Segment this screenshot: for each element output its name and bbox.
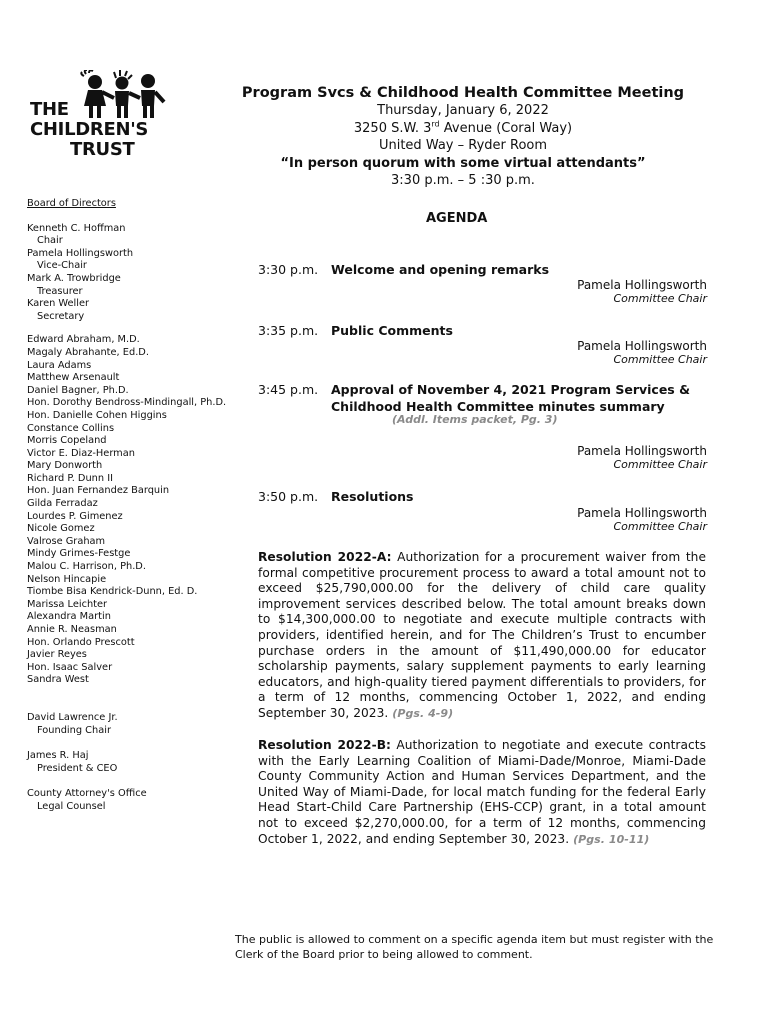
- agenda-item-title: Resolutions: [331, 489, 414, 504]
- board-member-name: Hon. Orlando Prescott: [27, 636, 135, 648]
- agenda-item-time: 3:30 p.m.: [258, 262, 319, 277]
- officer-name: Karen Weller: [27, 298, 90, 310]
- board-heading: Board of Directors: [27, 198, 116, 209]
- board-member-name: Laura Adams: [27, 359, 92, 371]
- resolution-2022-a: Resolution 2022-A: Authorization for a procurement waiver from the formal competitive procurement process to award a total amount not to exceed $25,790,000.00 for the delivery of child care quality improvement services described below. The total amount breaks down to $14,300,000.00 to negotiate and execute multiple contracts with providers, identified herein, and for The Children’s Trust to encumber purchase orders in the amount of $11,490,000.00 for educator scholarship payments, salary supplement payments to early learning educators, and high-quality tiered payment differentials to providers, for a term of 12 months, commencing October 1, 2022, and ending September 30, 2023. (Pgs. 4-9): [258, 550, 706, 720]
- board-of-directors-sidebar: [27, 198, 242, 814]
- board-member-name: Marissa Leichter: [27, 598, 108, 610]
- agenda-item-title: Welcome and opening remarks: [331, 262, 550, 277]
- agenda-item-title: Public Comments: [331, 323, 453, 338]
- public-comment-footer-note: The public is allowed to comment on a specific agenda item but must register with the Clerk of the Board prior to being allowed to comment.: [235, 933, 714, 961]
- officer-role: Secretary: [37, 310, 85, 322]
- meeting-header: [228, 84, 698, 190]
- board-member-name: Mindy Grimes-Festge: [27, 548, 131, 560]
- board-member-name: Tiombe Bisa Kendrick-Dunn, Ed. D.: [27, 586, 198, 598]
- children-figures-icon: [80, 70, 170, 120]
- agenda-item-time: 3:50 p.m.: [258, 489, 319, 504]
- agenda-item-time: 3:45 p.m.: [258, 382, 319, 397]
- board-member-name: Malou C. Harrison, Ph.D.: [27, 561, 146, 573]
- board-member-name: Morris Copeland: [27, 435, 107, 447]
- president-name: James R. Haj: [27, 750, 89, 762]
- meeting-quorum-note: “In person quorum with some virtual attendants”: [280, 155, 646, 171]
- board-member-name: Nicole Gomez: [27, 523, 95, 535]
- agenda-item-time: 3:35 p.m.: [258, 323, 319, 338]
- meeting-time: 3:30 p.m. – 5 :30 p.m.: [391, 173, 535, 188]
- board-member-name: Nelson Hincapie: [27, 573, 107, 585]
- board-member-name: Magaly Abrahante, Ed.D.: [27, 346, 149, 358]
- board-members-list: [27, 334, 242, 687]
- board-member-name: Sandra West: [27, 674, 89, 686]
- childrens-trust-logo: [30, 70, 180, 165]
- agenda-item-presenter: Pamela Hollingsworth Committee Chair: [577, 506, 707, 533]
- board-member-name: Alexandra Martin: [27, 611, 111, 623]
- board-member-name: Hon. Dorothy Bendross-Mindingall, Ph.D.: [27, 397, 227, 409]
- founder-role: Founding Chair: [37, 724, 111, 736]
- meeting-title: Program Svcs & Childhood Health Committee Meeting: [241, 85, 685, 101]
- board-member-name: Mary Donworth: [27, 460, 103, 472]
- board-member-name: Richard P. Dunn II: [27, 472, 113, 484]
- agenda-item-presenter: Pamela Hollingsworth Committee Chair: [577, 278, 707, 305]
- board-member-name: Lourdes P. Gimenez: [27, 510, 123, 522]
- officer-role: Chair: [37, 235, 63, 247]
- officer-role: Vice-Chair: [37, 260, 87, 272]
- officer-name: Mark A. Trowbridge: [27, 272, 121, 284]
- attorney-role: Legal Counsel: [37, 800, 106, 812]
- attorney-name: County Attorney's Office: [27, 788, 147, 800]
- board-member-name: Hon. Isaac Salver: [27, 661, 113, 673]
- board-member-name: Edward Abraham, M.D.: [27, 334, 140, 346]
- logo-line-the: THE: [30, 99, 69, 120]
- officer-name: Kenneth C. Hoffman: [27, 222, 126, 234]
- officer-role: Treasurer: [37, 285, 83, 297]
- agenda-heading: AGENDA: [426, 211, 488, 226]
- president-role: President & CEO: [37, 762, 118, 774]
- board-member-name: Annie R. Neasman: [27, 624, 117, 635]
- board-member-name: Hon. Juan Fernandez Barquin: [27, 485, 170, 497]
- agenda-item-presenter: Pamela Hollingsworth Committee Chair: [577, 444, 707, 471]
- board-member-name: Matthew Arsenault: [27, 372, 120, 384]
- resolution-2022-b: Resolution 2022-B: Authorization to negotiate and execute contracts with the Early Learning Coalition of Miami-Dade/Monroe, Miami-Dade County Community Action and Human Services Department, and the United Way of Miami-Dade, for local match funding for the federal Early Head Start-Child Care Partnership (EHS-CCP) grant, in a total amount not to exceed $2,270,000.00, for a term of 12 months, commencing October 1, 2022, and ending September 30, 2023. (Pgs. 10-11): [258, 738, 706, 846]
- board-member-name: Daniel Bagner, Ph.D.: [27, 384, 129, 396]
- board-member-name: Hon. Danielle Cohen Higgins: [27, 409, 167, 421]
- board-member-name: Constance Collins: [27, 422, 115, 434]
- agenda-item-presenter: Pamela Hollingsworth Committee Chair: [577, 339, 707, 366]
- meeting-address: 3250 S.W. 3rd Avenue (Coral Way): [353, 119, 573, 136]
- officer-name: Pamela Hollingsworth: [27, 247, 134, 259]
- agenda-item-packet-ref: (Addl. Items packet, Pg. 3): [392, 413, 558, 426]
- board-member-name: Javier Reyes: [27, 649, 87, 661]
- board-member-name: Victor E. Diaz-Herman: [27, 447, 135, 459]
- board-member-name: Valrose Graham: [27, 535, 106, 547]
- meeting-room: United Way – Ryder Room: [378, 138, 548, 153]
- logo-line-childrens: CHILDREN'S: [30, 119, 149, 140]
- agenda-item-title: Approval of November 4, 2021 Program Services & Childhood Health Committee minutes summary: [331, 382, 690, 414]
- logo-line-trust: TRUST: [70, 139, 135, 160]
- founder-name: David Lawrence Jr.: [27, 711, 118, 723]
- board-member-name: Gilda Ferradaz: [27, 498, 98, 510]
- meeting-date: Thursday, January 6, 2022: [377, 103, 549, 118]
